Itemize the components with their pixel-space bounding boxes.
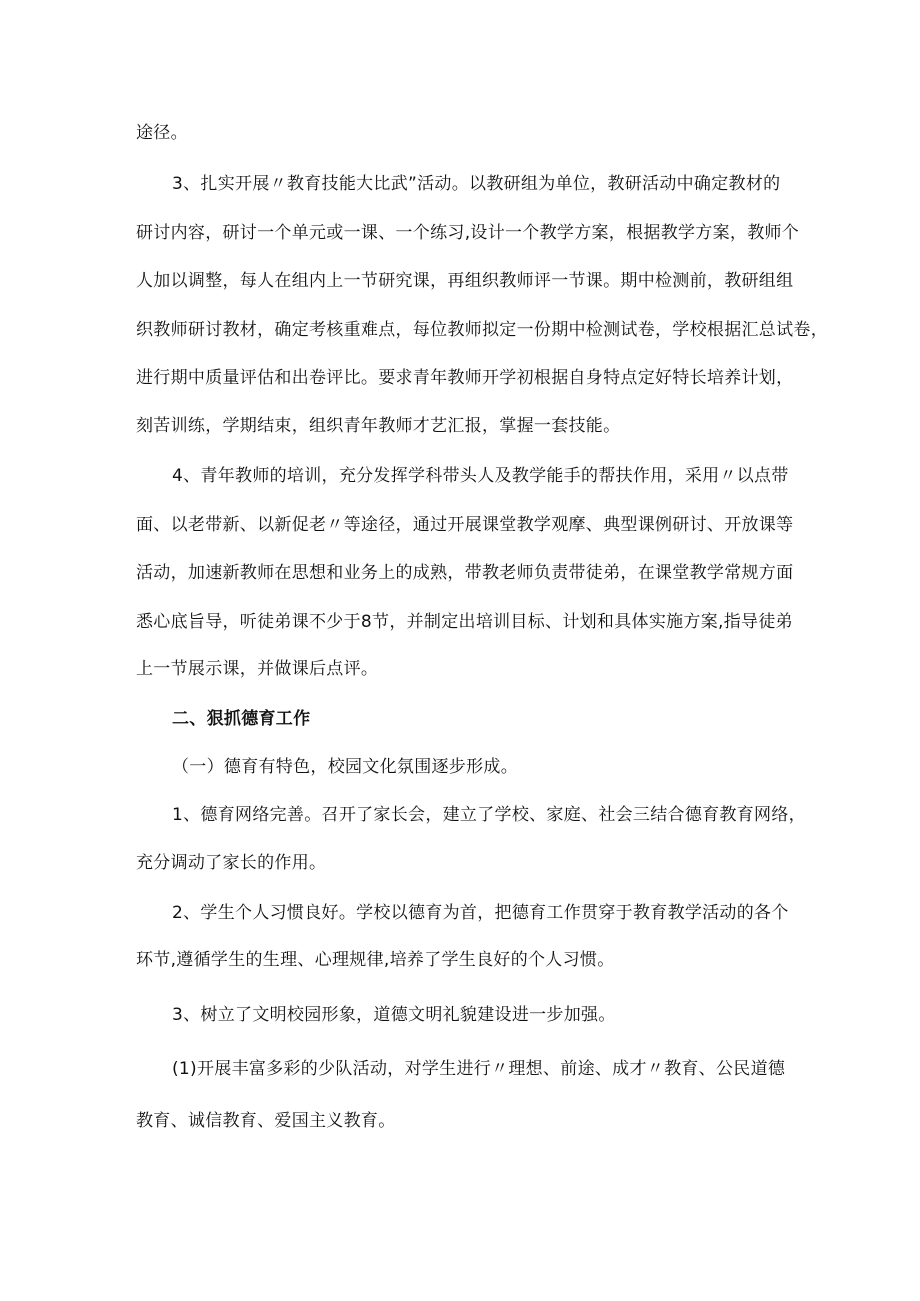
text-line: 悉心底旨导，听徒弟课不少于8节，并制定出培训目标、计划和具体实施方案,指导徒弟 bbox=[136, 612, 793, 632]
text-line: 途径。 bbox=[136, 123, 188, 143]
paragraph-4-line: 4、青年教师的培训，充分发挥学科带头人及教学能手的帮扶作用，采用〃以点带 bbox=[172, 466, 789, 486]
text-line: 织教师研讨教材，确定考核重难点，每位教师拟定一份期中检测试卷，学校根据汇总试卷， bbox=[136, 320, 828, 340]
text-line: 人加以调整，每人在组内上一节研究课，再组织教师评一节课。期中检测前，教研组组 bbox=[136, 271, 794, 291]
paragraph-2-line: 2、学生个人习惯良好。学校以德育为首，把德育工作贯穿于教育教学活动的各个 bbox=[172, 903, 789, 923]
text-line: 研讨内容，研讨一个单元或一课、一个练习,设计一个教学方案，根据教学方案，教师个 bbox=[136, 223, 800, 243]
text-line: 进行期中质量评估和出卷评比。要求青年教师开学初根据自身特点定好特长培养计划， bbox=[136, 368, 794, 388]
paragraph-3b-line: 3、树立了文明校园形象，道德文明礼貌建设进一步加强。 bbox=[172, 1005, 616, 1025]
text-line: 上一节展示课，并做课后点评。 bbox=[136, 659, 379, 679]
text-line: 面、以老带新、以新促老〃等途径，通过开展课堂教学观摩、典型课例研讨、开放课等 bbox=[136, 515, 794, 535]
subsection-heading: （一）德育有特色，校园文化氛围逐步形成。 bbox=[172, 757, 518, 777]
text-line: 活动，加速新教师在思想和业务上的成熟，带教老师负责带徒弟，在课堂教学常规方面 bbox=[136, 563, 794, 583]
text-line: 教育、诚信教育、爱国主义教育。 bbox=[136, 1111, 396, 1131]
text-line: 刻苦训练，学期结束，组织青年教师才艺汇报，掌握一套技能。 bbox=[136, 416, 621, 436]
item-1-line: (1)开展丰富多彩的少队活动，对学生进行〃理想、前途、成才〃教育、公民道德 bbox=[172, 1059, 786, 1079]
paragraph-3-line: 3、扎实开展〃教育技能大比武”活动。以教研组为单位，教研活动中确定教材的 bbox=[172, 174, 781, 194]
text-line: 充分调动了家长的作用。 bbox=[136, 853, 327, 873]
paragraph-1-line: 1、德育网络完善。召开了家长会，建立了学校、家庭、社会三结合德育教育网络， bbox=[172, 805, 806, 825]
section-heading: 二、狠抓德育工作 bbox=[172, 709, 311, 729]
text-line: 环节,遵循学生的生理、心理规律,培养了学生良好的个人习惯。 bbox=[136, 950, 615, 970]
